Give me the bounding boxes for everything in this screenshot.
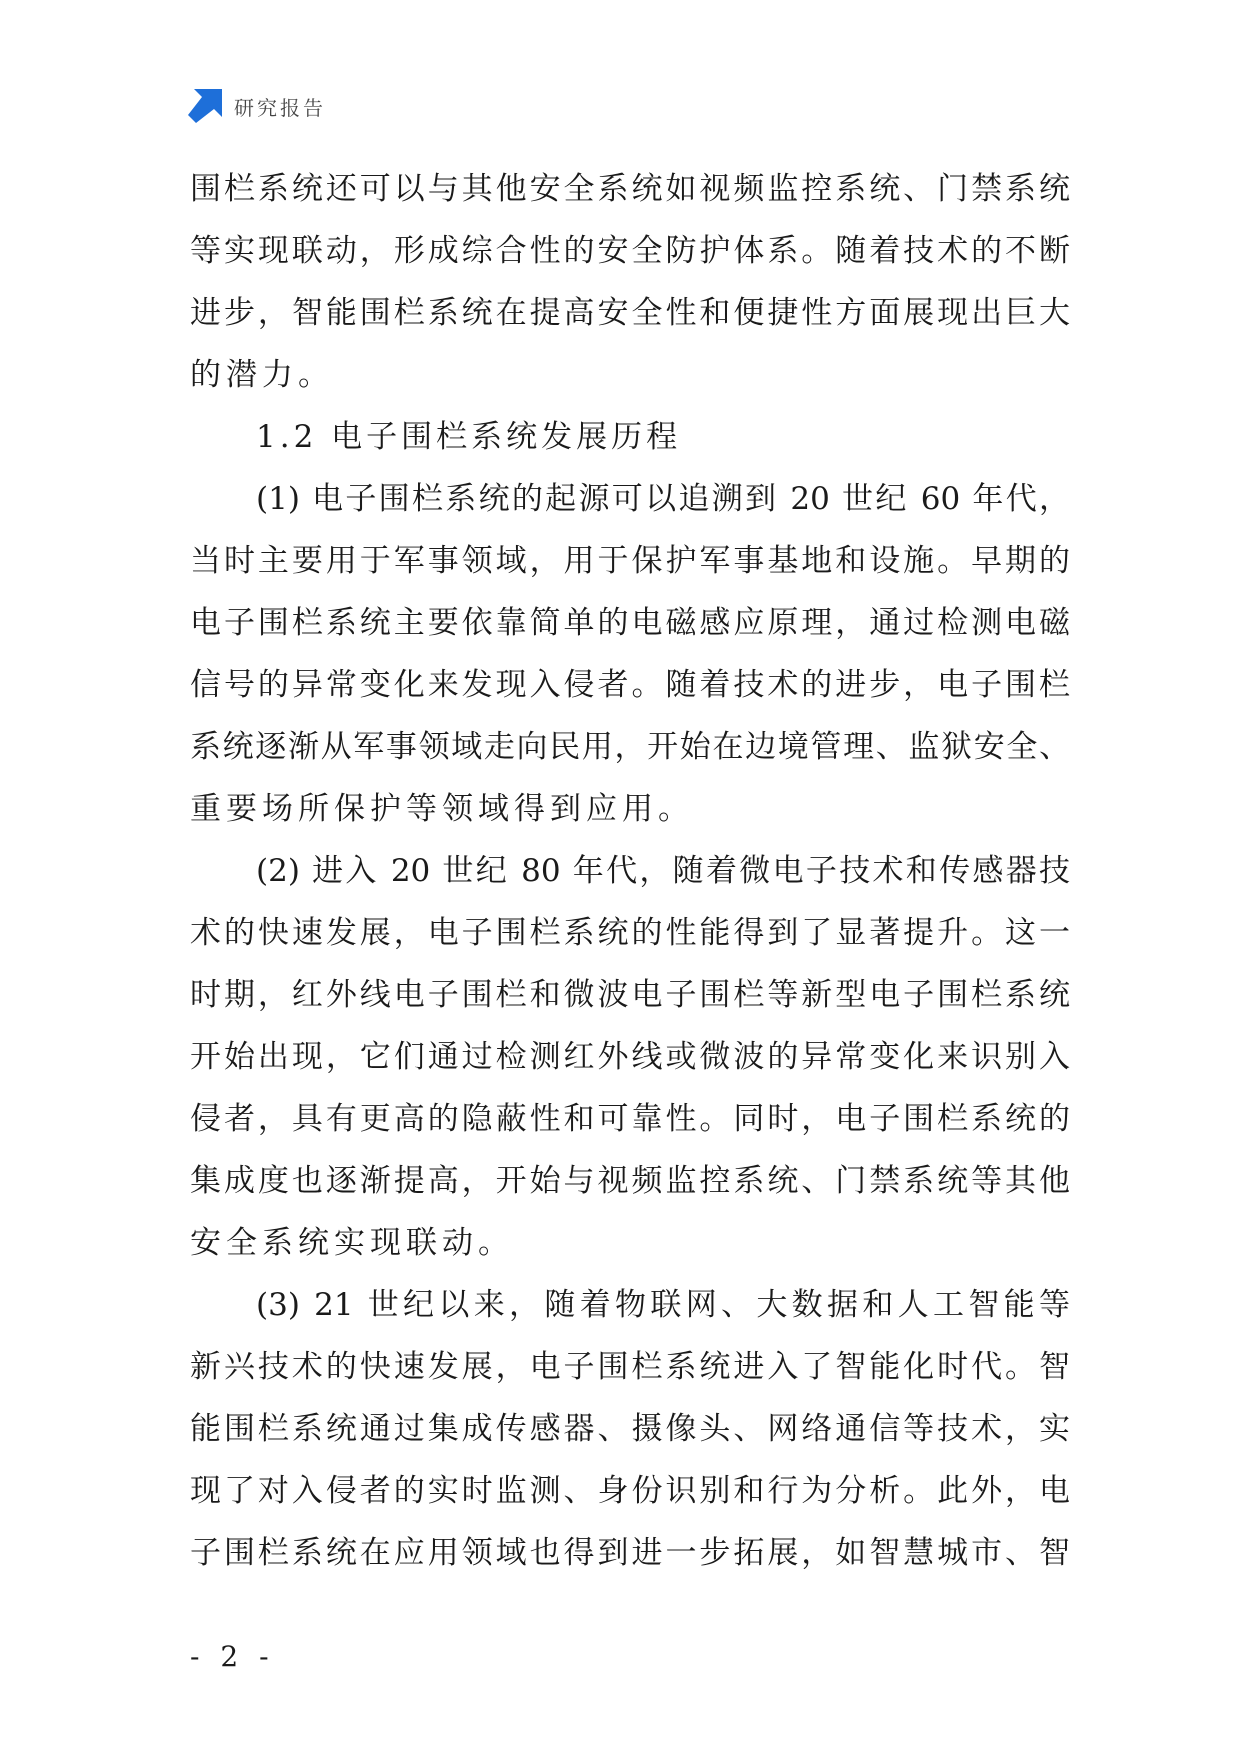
- text-line: (1) 电子围栏系统的起源可以追溯到 20 世纪 60 年代，: [256, 481, 1070, 517]
- document-body: [190, 158, 1070, 1584]
- text-line: 等实现联动，形成综合性的安全防护体系。随着技术的不断: [190, 233, 1070, 269]
- text-line: 开始出现，它们通过检测红外线或微波的异常变化来识别入: [190, 1039, 1070, 1075]
- text-line: 现了对入侵者的实时监测、身份识别和行为分析。此外，电: [190, 1473, 1070, 1509]
- text-line: 集成度也逐渐提高，开始与视频监控系统、门禁系统等其他: [190, 1163, 1070, 1199]
- text-line: 重要场所保护等领域得到应用。: [190, 791, 694, 827]
- text-line: (3) 21 世纪以来，随着物联网、大数据和人工智能等: [256, 1287, 1070, 1323]
- text-line: 当时主要用于军事领域，用于保护军事基地和设施。早期的: [190, 543, 1070, 579]
- text-line: 围栏系统还可以与其他安全系统如视频监控系统、门禁系统: [190, 171, 1070, 207]
- text-line: (2) 进入 20 世纪 80 年代，随着微电子技术和传感器技: [256, 853, 1070, 889]
- text-line: 安全系统实现联动。: [190, 1225, 514, 1261]
- text-line: 的潜力。: [190, 357, 334, 393]
- text-line: 新兴技术的快速发展，电子围栏系统进入了智能化时代。智: [190, 1349, 1070, 1385]
- text-line: 能围栏系统通过集成传感器、摄像头、网络通信等技术，实: [190, 1411, 1070, 1447]
- arrow-up-right-logo-icon: [188, 89, 222, 123]
- text-line: 子围栏系统在应用领域也得到进一步拓展，如智慧城市、智: [190, 1535, 1070, 1571]
- text-line: 系统逐渐从军事领域走向民用，开始在边境管理、监狱安全、: [190, 729, 1070, 765]
- text-line: 侵者，具有更高的隐蔽性和可靠性。同时，电子围栏系统的: [190, 1101, 1070, 1137]
- text-line: 电子围栏系统主要依靠简单的电磁感应原理，通过检测电磁: [190, 605, 1070, 641]
- header-label: 研究报告: [234, 95, 326, 120]
- text-line: 信号的异常变化来发现入侵者。随着技术的进步，电子围栏: [190, 667, 1070, 703]
- page-header: [188, 88, 326, 124]
- text-line: 时期，红外线电子围栏和微波电子围栏等新型电子围栏系统: [190, 977, 1070, 1013]
- text-line: 术的快速发展，电子围栏系统的性能得到了显著提升。这一: [190, 915, 1070, 951]
- text-line: 进步，智能围栏系统在提高安全性和便捷性方面展现出巨大: [190, 295, 1070, 331]
- page-number: - 2 -: [190, 1640, 275, 1673]
- section-heading: 1.2 电子围栏系统发展历程: [256, 419, 682, 455]
